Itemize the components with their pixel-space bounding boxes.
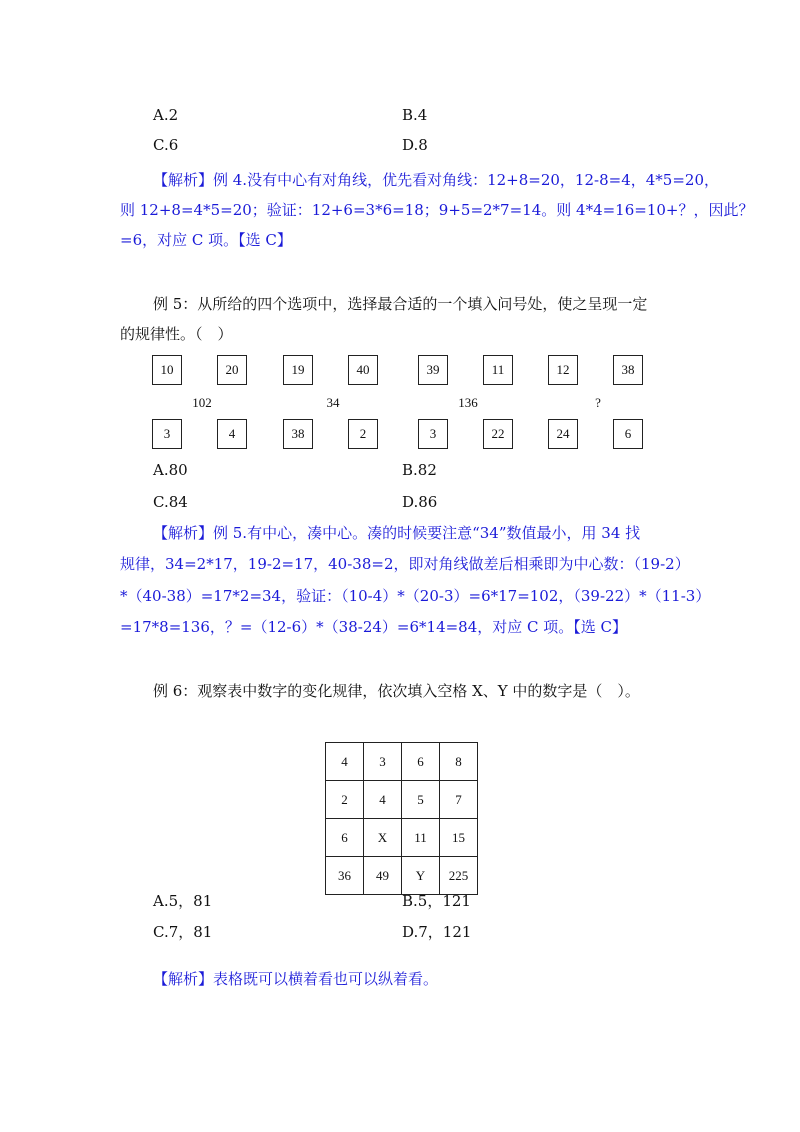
puzzle-center-number: 102 xyxy=(192,395,212,410)
ex6-option-b: B.5，121 xyxy=(402,892,471,910)
table-row xyxy=(326,743,478,781)
puzzle-cell-br: 6 xyxy=(613,419,643,449)
table-cell: 15 xyxy=(440,819,478,857)
puzzle-cell-tr: 20 xyxy=(217,355,247,385)
ex6-option-d: D.7，121 xyxy=(402,923,472,941)
puzzle-cell-br: 4 xyxy=(217,419,247,449)
ex5-analysis-line-3: *（40-38）=17*2=34，验证：（10-4）*（20-3）=6*17=102，（39-22）*（11-3） xyxy=(120,587,711,605)
table-cell: 36 xyxy=(326,857,364,895)
ex6-question: 例 6：观察表中数字的变化规律，依次填入空格 X、Y 中的数字是（ ）。 xyxy=(153,682,640,700)
puzzle-cell-tl: 12 xyxy=(548,355,578,385)
puzzle-cell-bl: 3 xyxy=(152,419,182,449)
ex5-analysis-line-4: =17*8=136，？=（12-6）*（38-24）=6*14=84，对应 C 项。【选 C】 xyxy=(120,618,628,636)
table-cell: X xyxy=(364,819,402,857)
ex5-option-c: C.84 xyxy=(153,493,188,511)
table-row xyxy=(326,781,478,819)
table-cell: 6 xyxy=(326,819,364,857)
puzzle-cell-br: 22 xyxy=(483,419,513,449)
ex4-analysis-line-3: =6，对应 C 项。【选 C】 xyxy=(120,231,292,249)
puzzle-center-number: ? xyxy=(595,395,601,410)
puzzle-cell-tl: 10 xyxy=(152,355,182,385)
ex5-puzzle-3 xyxy=(418,355,518,450)
ex5-question-line-2: 的规律性。（ ） xyxy=(120,325,233,343)
ex5-question-line-1: 例 5：从所给的四个选项中，选择最合适的一个填入问号处，使之呈现一定 xyxy=(153,295,648,313)
ex6-option-c: C.7，81 xyxy=(153,923,213,941)
puzzle-cell-tl: 19 xyxy=(283,355,313,385)
ex5-option-b: B.82 xyxy=(402,461,437,479)
table-row xyxy=(326,857,478,895)
table-cell: 7 xyxy=(440,781,478,819)
table-row xyxy=(326,819,478,857)
puzzle-cell-tr: 38 xyxy=(613,355,643,385)
puzzle-cell-bl: 38 xyxy=(283,419,313,449)
table-cell: 11 xyxy=(402,819,440,857)
table-cell: 8 xyxy=(440,743,478,781)
puzzle-cell-br: 2 xyxy=(348,419,378,449)
ex6-option-a: A.5，81 xyxy=(153,892,213,910)
ex5-puzzle-1 xyxy=(152,355,252,450)
puzzle-cell-bl: 3 xyxy=(418,419,448,449)
table-cell: 5 xyxy=(402,781,440,819)
puzzle-cell-tl: 39 xyxy=(418,355,448,385)
puzzle-cell-bl: 24 xyxy=(548,419,578,449)
ex5-option-d: D.86 xyxy=(402,493,438,511)
ex5-analysis-line-1: 【解析】例 5.有中心，凑中心。凑的时候要注意“34”数值最小，用 34 找 xyxy=(153,524,641,542)
table-cell: 3 xyxy=(364,743,402,781)
ex4-option-a: A.2 xyxy=(153,106,179,124)
table-cell: Y xyxy=(402,857,440,895)
ex4-option-d: D.8 xyxy=(402,136,428,154)
ex6-number-table xyxy=(325,742,478,895)
puzzle-center-number: 34 xyxy=(326,395,340,410)
table-cell: 4 xyxy=(326,743,364,781)
ex4-analysis-line-1: 【解析】例 4.没有中心有对角线，优先看对角线：12+8=20，12-8=4，4*5=20， xyxy=(153,171,719,189)
table-cell: 225 xyxy=(440,857,478,895)
puzzle-center-number: 136 xyxy=(458,395,478,410)
table-cell: 2 xyxy=(326,781,364,819)
table-cell: 49 xyxy=(364,857,402,895)
ex5-option-a: A.80 xyxy=(153,461,188,479)
ex5-puzzle-4 xyxy=(548,355,648,450)
ex5-analysis-line-2: 规律，34=2*17，19-2=17，40-38=2，即对角线做差后相乘即为中心数：（19-2） xyxy=(120,555,690,573)
ex5-puzzle-2 xyxy=(283,355,383,450)
ex4-option-b: B.4 xyxy=(402,106,428,124)
ex4-option-c: C.6 xyxy=(153,136,179,154)
table-cell: 4 xyxy=(364,781,402,819)
puzzle-cell-tr: 11 xyxy=(483,355,513,385)
ex6-analysis: 【解析】表格既可以横着看也可以纵着看。 xyxy=(153,970,439,988)
ex4-analysis-line-2: 则 12+8=4*5=20；验证：12+6=3*6=18；9+5=2*7=14。则 4*4=16=10+？，因此？ xyxy=(120,201,754,219)
puzzle-cell-tr: 40 xyxy=(348,355,378,385)
table-cell: 6 xyxy=(402,743,440,781)
